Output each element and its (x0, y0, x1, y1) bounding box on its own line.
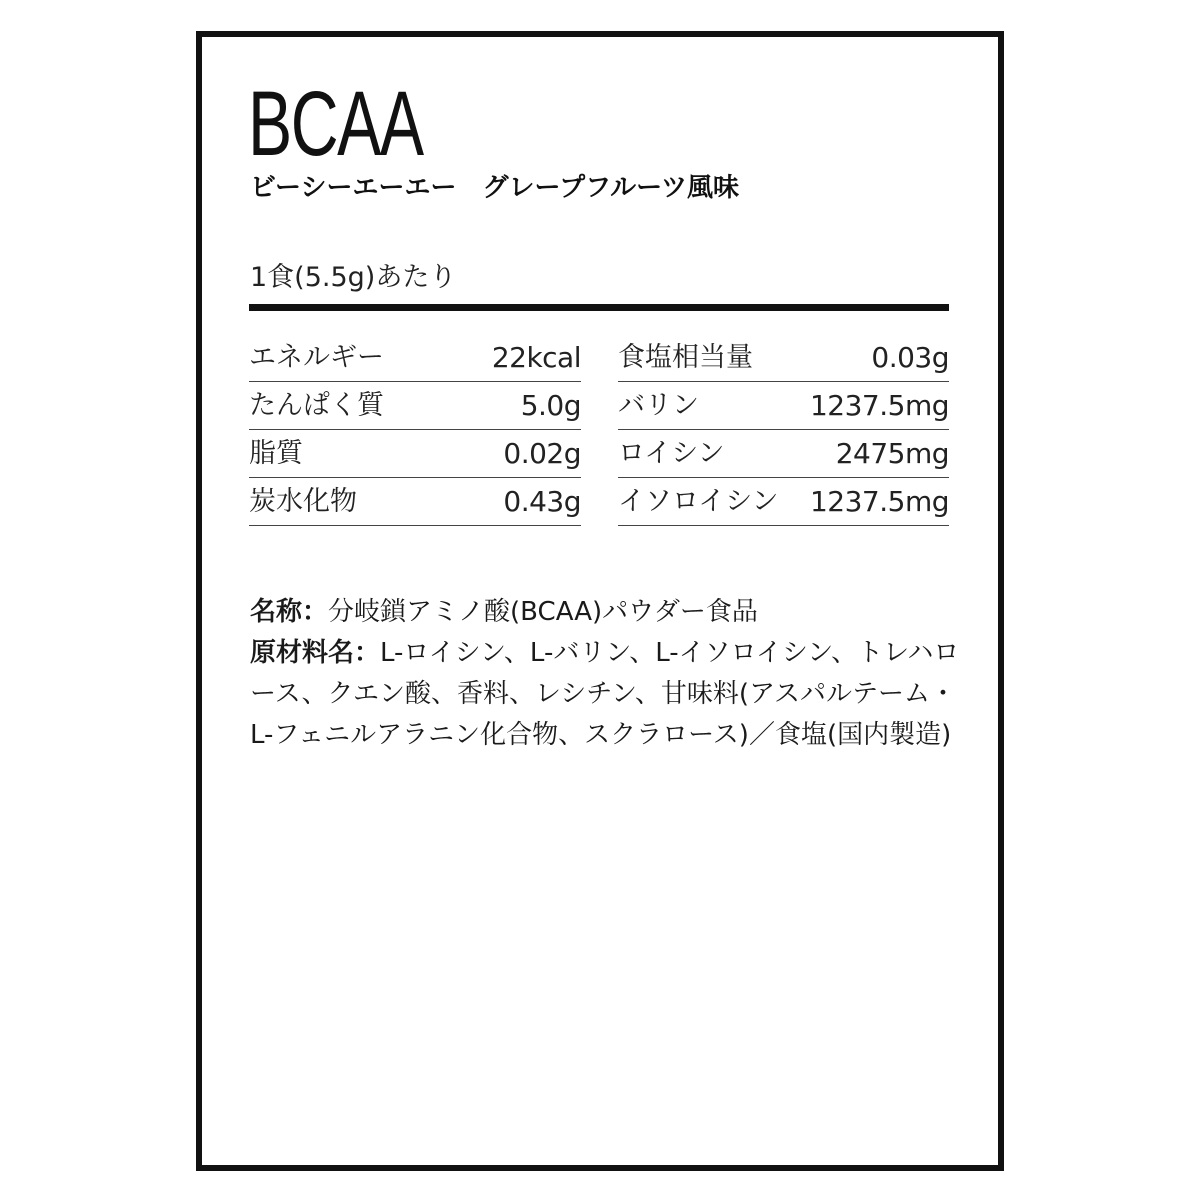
nutrient-value: 1237.5mg (809, 485, 949, 518)
nutrition-column-right (618, 334, 949, 526)
nutrition-row (249, 334, 581, 382)
nutrition-row (249, 478, 581, 526)
nutrient-label: エネルギー (249, 342, 384, 373)
nutrient-value: 2475mg (835, 437, 949, 470)
header-divider (249, 304, 949, 311)
nutrient-value: 5.0g (520, 389, 581, 422)
nutrient-label: 炭水化物 (249, 486, 357, 517)
nutrition-row (618, 382, 949, 430)
ingredients-line (250, 633, 960, 756)
nutrition-row (618, 334, 949, 382)
serving-size: 1食(5.5g)あたり (250, 262, 457, 293)
product-title: BCAA (248, 73, 423, 175)
product-info (250, 592, 960, 756)
nutrient-value: 22kcal (491, 341, 581, 374)
nutrient-value: 1237.5mg (809, 389, 949, 422)
product-name-line (250, 592, 960, 633)
nutrient-label: バリン (618, 390, 699, 421)
product-subtitle: ビーシーエーエー グレープフルーツ風味 (250, 173, 740, 203)
name-label: 名称： (250, 597, 329, 627)
ingredients-label: 原材料名： (250, 638, 381, 668)
nutrition-row (249, 382, 581, 430)
nutrient-value: 0.43g (503, 485, 581, 518)
nutrition-row (249, 430, 581, 478)
nutrient-label: たんぱく質 (249, 390, 384, 421)
nutrient-label: 食塩相当量 (618, 342, 753, 373)
nutrient-value: 0.03g (871, 341, 949, 374)
nutrient-label: 脂質 (249, 438, 303, 469)
nutrient-value: 0.02g (503, 437, 581, 470)
nutrition-row (618, 478, 949, 526)
ingredients-value: L-ロイシン、L-バリン、L-イソロイシン、トレハロース、クエン酸、香料、レシチン、甘味料(アスパルテーム・L-フェニルアラニン化合物、スクラロース)／食塩(国内製造) (250, 638, 960, 750)
nutrient-label: ロイシン (618, 438, 725, 469)
nutrition-row (618, 430, 949, 478)
nutrient-label: イソロイシン (618, 486, 779, 517)
name-value: 分岐鎖アミノ酸(BCAA)パウダー食品 (328, 597, 758, 627)
nutrition-column-left (249, 334, 581, 526)
